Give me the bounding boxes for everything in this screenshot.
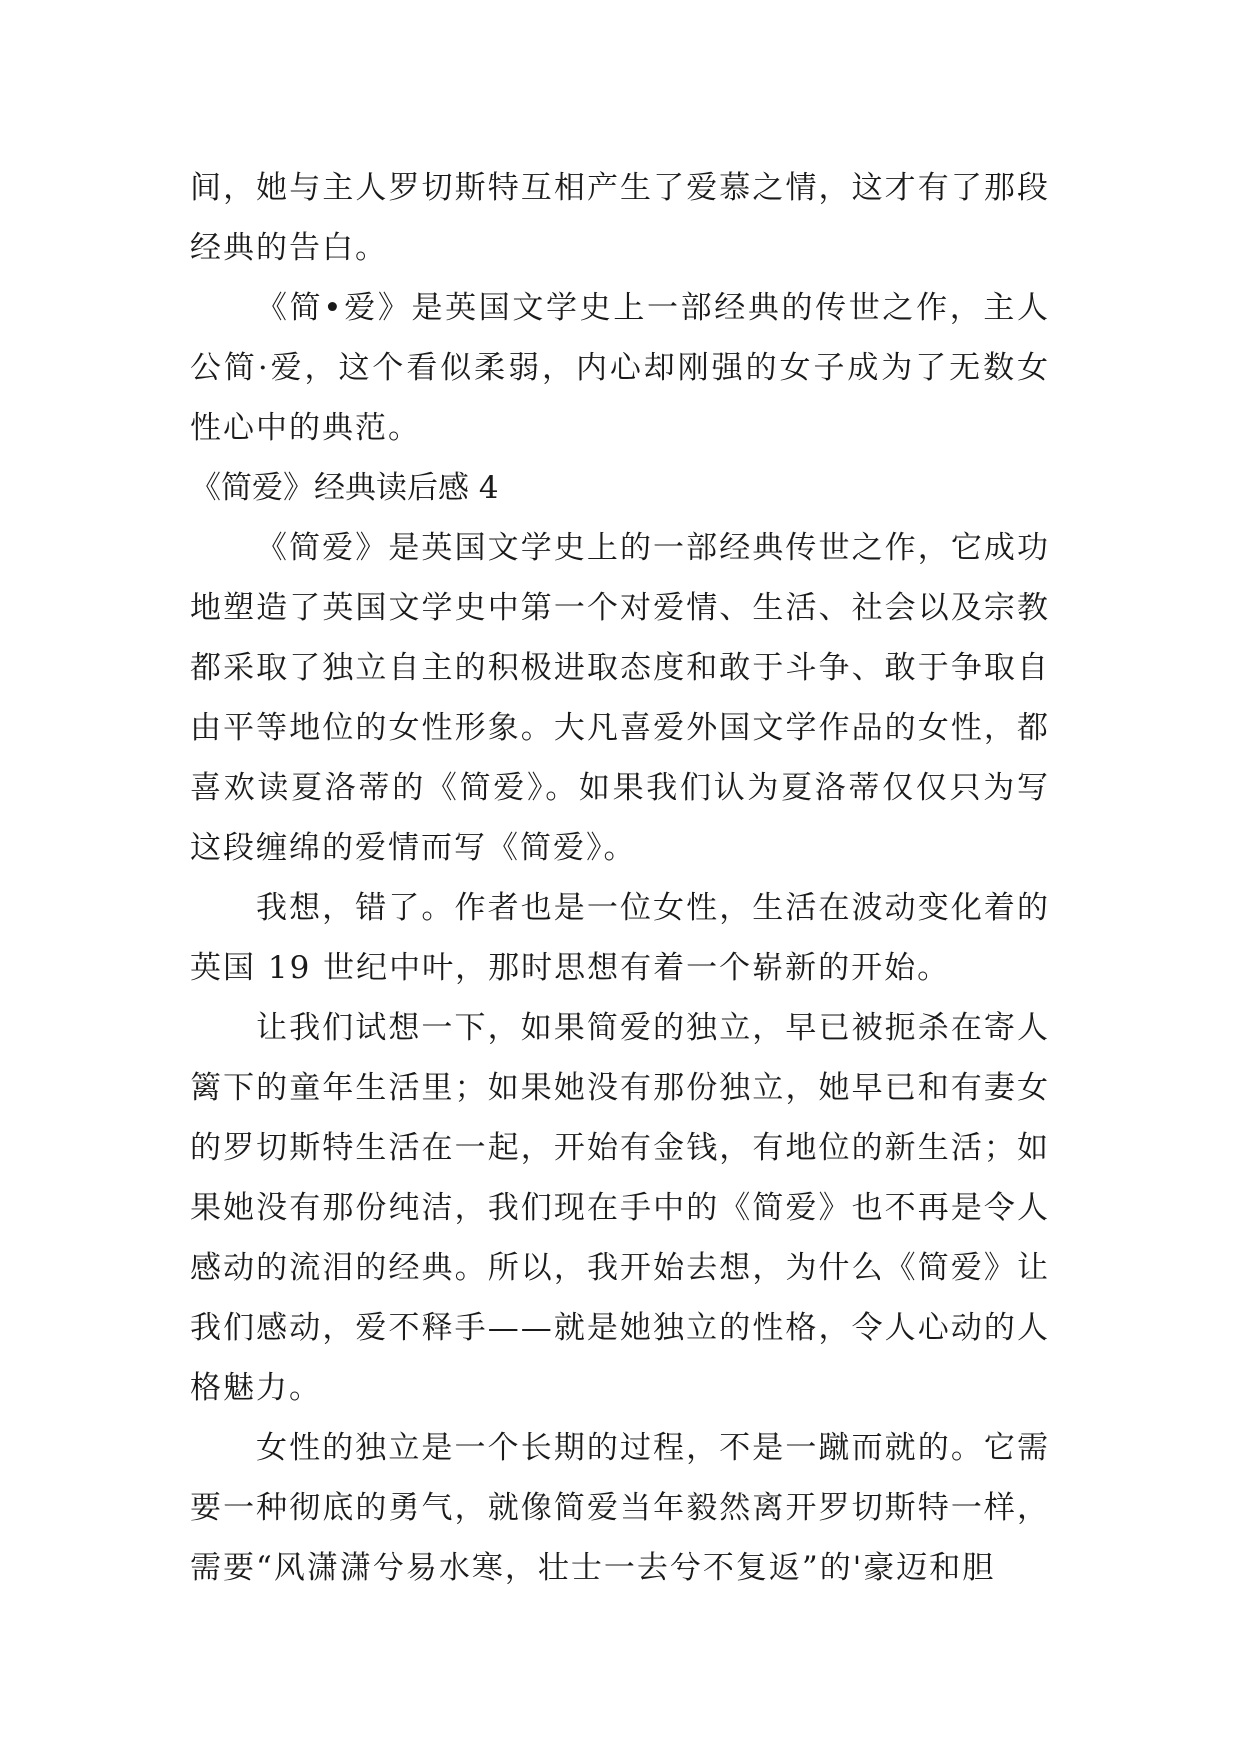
paragraph-continuation: 间，她与主人罗切斯特互相产生了爱慕之情，这才有了那段经典的告白。	[190, 170, 1050, 266]
document-body	[190, 158, 1050, 1598]
section-heading: 《简爱》经典读后感 4	[190, 470, 499, 506]
paragraph-jane-eyre-intro: 《简•爱》是英国文学史上一部经典的传世之作，主人公简·爱，这个看似柔弱，内心却刚强的女子成为了无数女性心中的典范。	[190, 290, 1050, 446]
paragraph-classic-work: 《简爱》是英国文学史上的一部经典传世之作，它成功地塑造了英国文学史中第一个对爱情、生活、社会以及宗教都采取了独立自主的积极进取态度和敢于斗争、敢于争取自由平等地位的女性形象。大凡喜爱外国文学作品的女性，都喜欢读夏洛蒂的《简爱》。如果我们认为夏洛蒂仅仅只为写这段缠绵的爱情而写《简爱》。	[190, 530, 1050, 866]
paragraph-author: 我想，错了。作者也是一位女性，生活在波动变化着的英国 19 世纪中叶，那时思想有着一个崭新的开始。	[190, 890, 1050, 986]
paragraph-independence: 女性的独立是一个长期的过程，不是一蹴而就的。它需要一种彻底的勇气，就像简爱当年毅然离开罗切斯特一样，需要“风潇潇兮易水寒，壮士一去兮不复返”的'豪迈和胆	[190, 1430, 1050, 1586]
paragraph-imagine: 让我们试想一下，如果简爱的独立，早已被扼杀在寄人篱下的童年生活里；如果她没有那份独立，她早已和有妻女的罗切斯特生活在一起，开始有金钱，有地位的新生活；如果她没有那份纯洁，我们现在手中的《简爱》也不再是令人感动的流泪的经典。所以，我开始去想，为什么《简爱》让我们感动，爱不释手——就是她独立的性格，令人心动的人格魅力。	[190, 1010, 1050, 1406]
